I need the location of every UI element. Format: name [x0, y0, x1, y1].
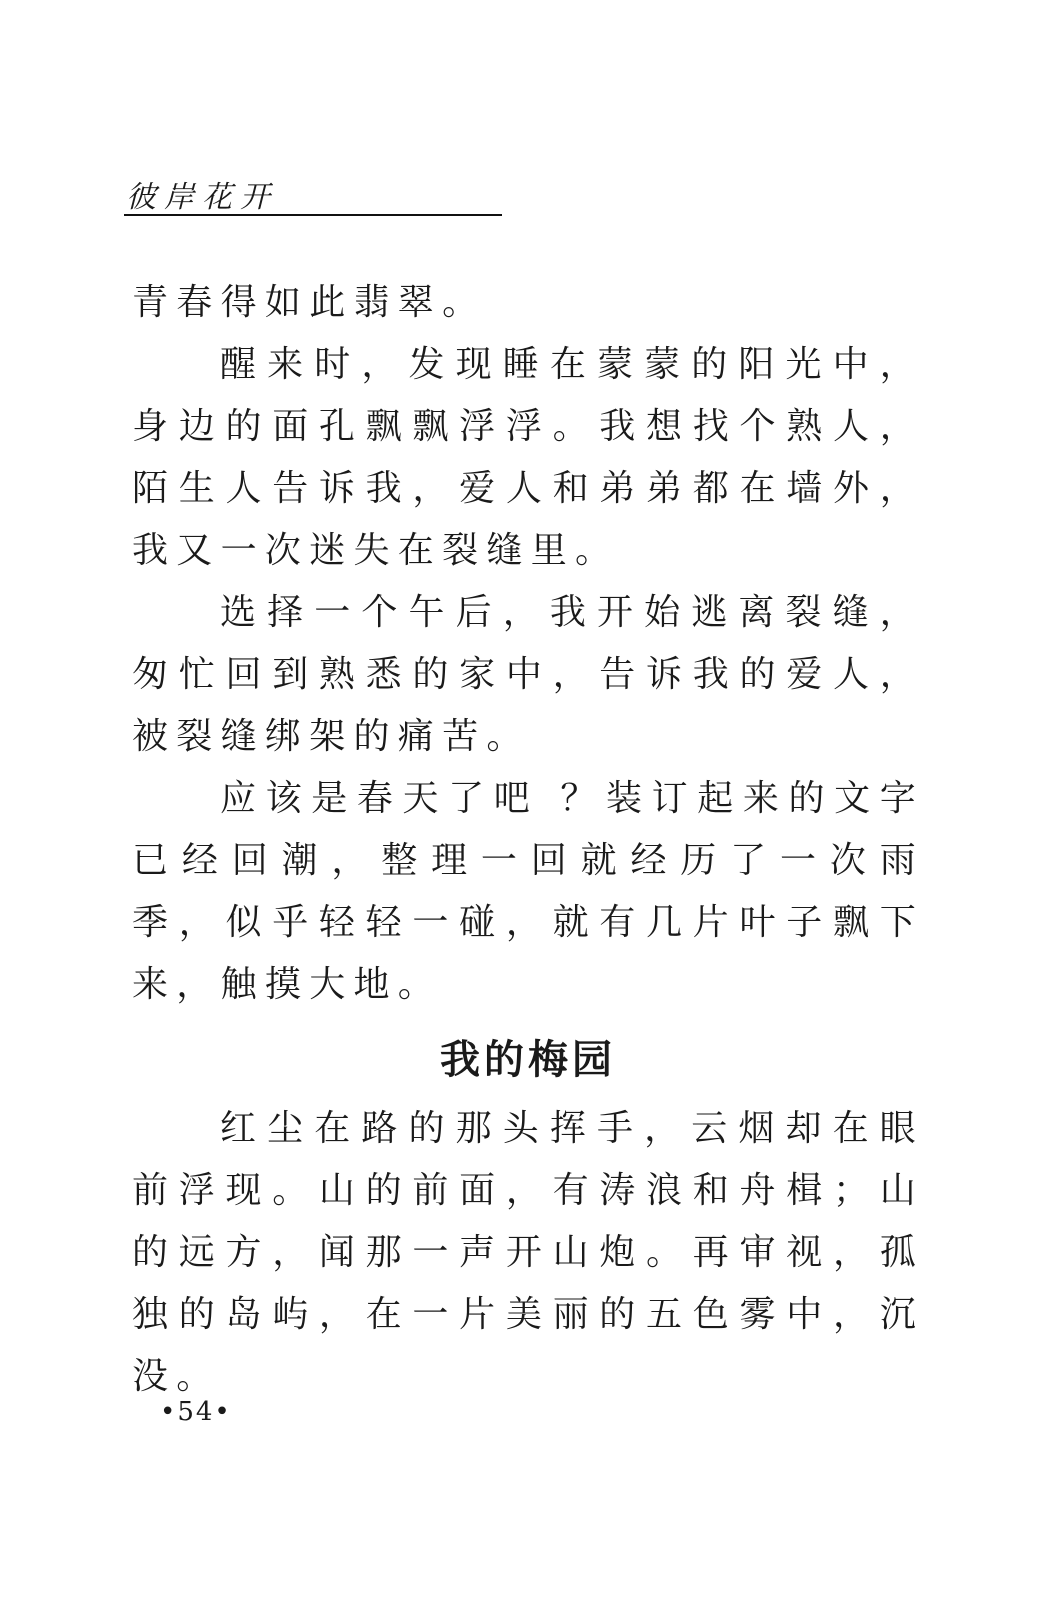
- paragraph: 选择一个午后，我开始逃离裂缝，匆忙回到熟悉的家中，告诉我的爱人，被裂缝绑架的痛苦。: [132, 592, 924, 757]
- page-number: •54•: [160, 1397, 232, 1427]
- paragraph: 应该是春天了吧 ？装订起来的文字已经回潮，整理一回就经历了一次雨季，似乎轻轻一碰，就有几片叶子飘下来，触摸大地。: [132, 778, 924, 1005]
- section-title: 我的梅园: [440, 1036, 616, 1083]
- continuation-text: [132, 272, 924, 1016]
- paragraph: 红尘在路的那头挥手，云烟却在眼前浮现。山的前面，有涛浪和舟楫；山的远方，闻那一声开山炮。再审视，孤独的岛屿，在一片美丽的五色雾中，沉没。: [132, 1108, 924, 1397]
- paragraph: 醒来时，发现睡在蒙蒙的阳光中，身边的面孔飘飘浮浮。我想找个熟人，陌生人告诉我，爱人和弟弟都在墙外，我又一次迷失在裂缝里。: [132, 344, 924, 571]
- paragraph: 青春得如此翡翠。: [132, 282, 487, 323]
- section-text: [132, 1098, 924, 1408]
- header-rule: [124, 214, 502, 216]
- running-header-title: 彼岸花开: [126, 180, 278, 215]
